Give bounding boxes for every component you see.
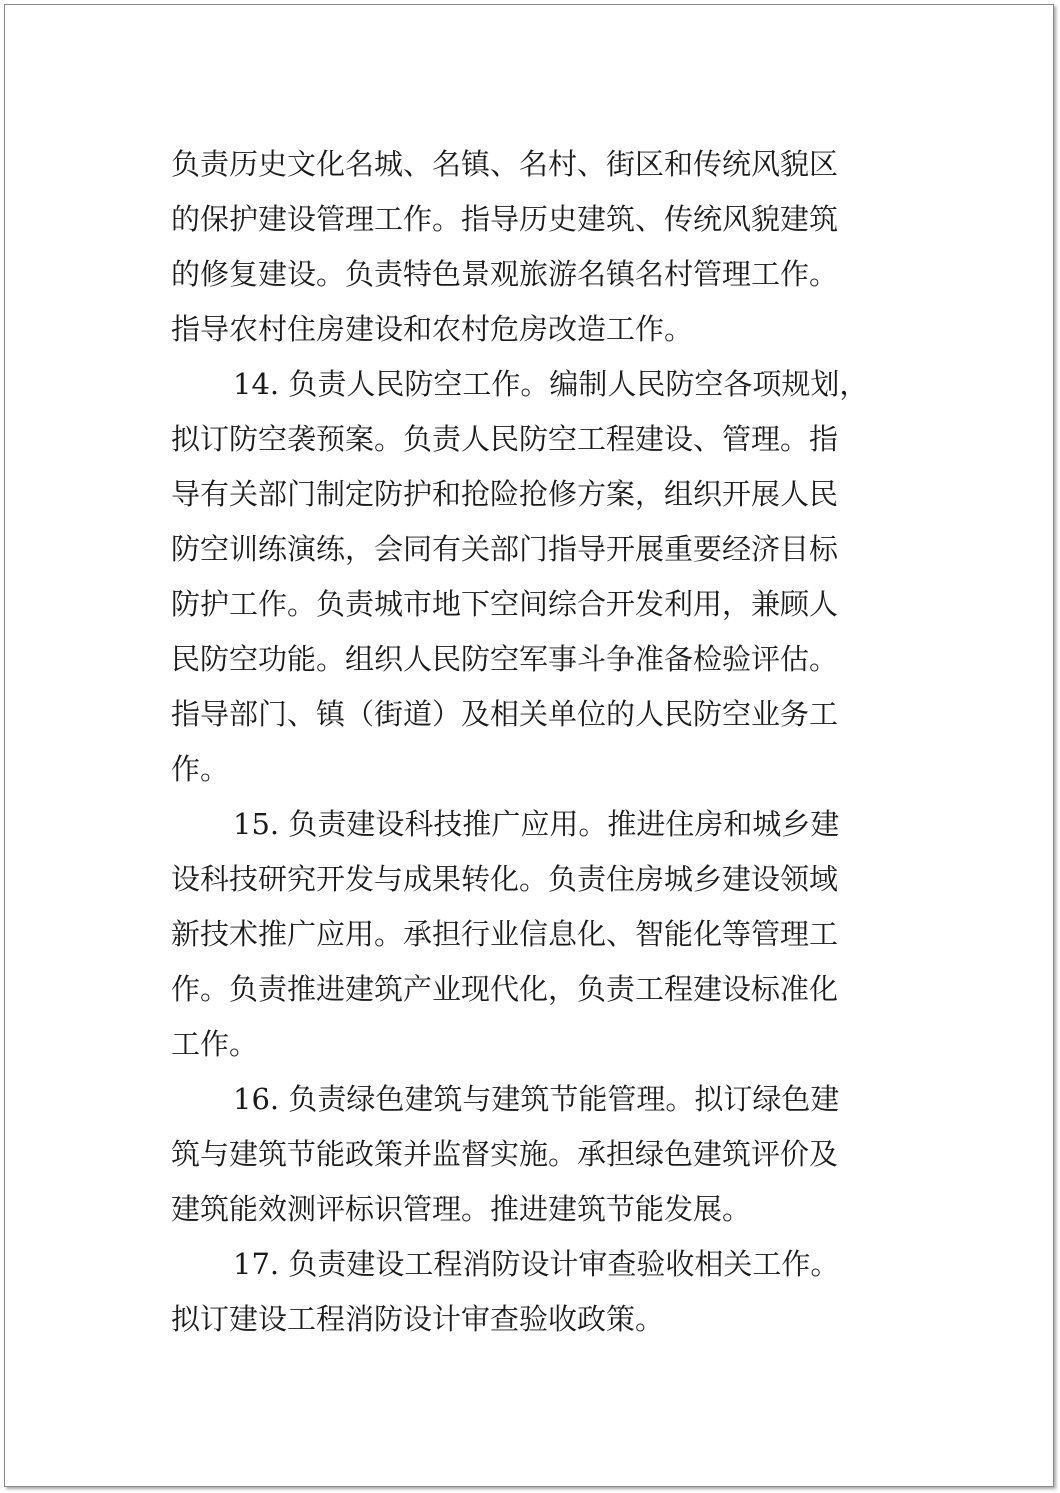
text-line: 导有关部门制定防护和抢险抢修方案，组织开展人民 (171, 477, 839, 511)
text-line: 作。 (171, 752, 230, 786)
text-line: 指导部门、镇（街道）及相关单位的人民防空业务工 (171, 697, 839, 731)
text-line: 民防空功能。组织人民防空军事斗争准备检验评估。 (171, 642, 839, 676)
text-line: 建筑能效测评标识管理。推进建筑节能发展。 (171, 1192, 752, 1226)
text-line: 的保护建设管理工作。指导历史建筑、传统风貌建筑 (171, 202, 839, 236)
text-line: 防空训练演练，会同有关部门指导开展重要经济目标 (171, 532, 839, 566)
text-line: 拟订建设工程消防设计审查验收政策。 (171, 1302, 665, 1336)
body-text (171, 137, 931, 1347)
text-line: 筑与建筑节能政策并监督实施。承担绿色建筑评价及 (171, 1137, 839, 1171)
text-line: 指导农村住房建设和农村危房改造工作。 (171, 312, 694, 346)
text-line: 设科技研究开发与成果转化。负责住房城乡建设领域 (171, 862, 839, 896)
text-line: 的修复建设。负责特色景观旅游名镇名村管理工作。 (171, 257, 839, 291)
item-15-heading: 15. 负责建设科技推广应用。推进住房和城乡建 (233, 807, 840, 841)
item-14-heading: 14. 负责人民防空工作。编制人民防空各项规划， (233, 367, 869, 401)
text-line: 工作。 (171, 1027, 259, 1061)
item-17-heading: 17. 负责建设工程消防设计审查验收相关工作。 (233, 1247, 840, 1281)
text-line: 新技术推广应用。承担行业信息化、智能化等管理工 (171, 917, 839, 951)
text-line: 拟订防空袭预案。负责人民防空工程建设、管理。指 (171, 422, 839, 456)
document-page (4, 4, 1054, 1487)
text-line: 负责历史文化名城、名镇、名村、街区和传统风貌区 (171, 147, 839, 181)
text-line: 防护工作。负责城市地下空间综合开发利用，兼顾人 (171, 587, 839, 621)
item-16-heading: 16. 负责绿色建筑与建筑节能管理。拟订绿色建 (233, 1082, 840, 1116)
text-line: 作。负责推进建筑产业现代化，负责工程建设标准化 (171, 972, 839, 1006)
